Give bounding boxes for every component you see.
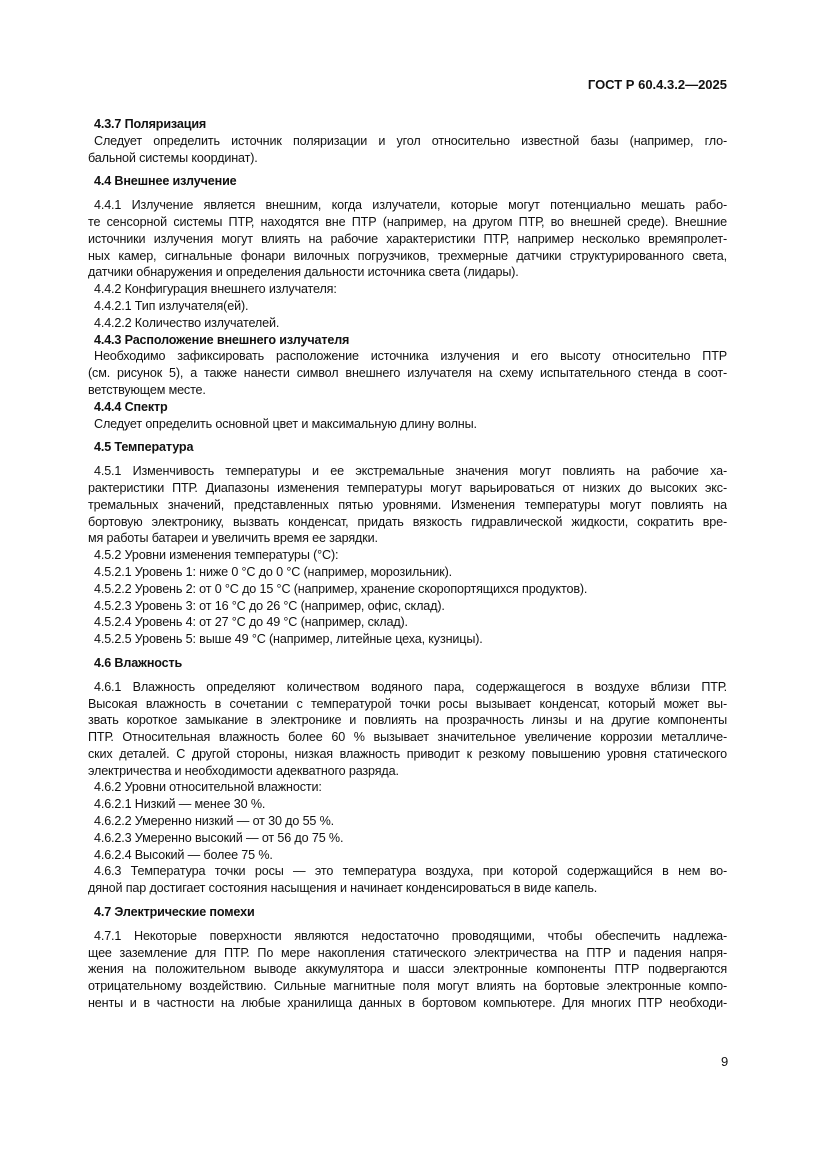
text-line: ненты и в частности на любые хранилища данных в бортовом компьютере. Для многих ПТР необходи-: [88, 996, 727, 1011]
paragraph: [88, 796, 727, 813]
text-line: те сенсорной системы ПТР, находятся вне ПТР (например, на другом ПТР, во внешней среде). Внешние: [88, 214, 727, 229]
text-line: 4.6.1 Влажность определяют количеством водяного пара, содержащегося в воздухе вблизи ПТР.: [94, 679, 727, 694]
paragraph: [88, 197, 727, 281]
text-line: 4.4 Внешнее излучение: [94, 174, 237, 189]
text-line: Высокая влажность в сочетании с температурой точки росы вызывает конденсат, который может вы-: [88, 696, 727, 711]
document-header-id: ГОСТ Р 60.4.3.2—2025: [587, 77, 727, 92]
paragraph: [88, 315, 727, 332]
text-line: 4.6.3 Температура точки росы — это температура воздуха, при которой содержащийся в нем во-: [94, 864, 727, 879]
paragraph: [88, 463, 727, 547]
subsection-heading: [88, 399, 727, 416]
text-line: отрицательному воздействию. Сильные магнитные поля могут влиять на бортовые электронные компо-: [88, 979, 727, 994]
text-line: 4.6.2.3 Умеренно высокий — от 56 до 75 %.: [94, 830, 344, 845]
text-line: (см. рисунок 5), а также нанести символ внешнего излучателя на схему испытательного стенда в соот-: [88, 366, 727, 381]
text-line: бальной системы координат).: [88, 150, 258, 165]
text-line: источники излучения могут влиять на рабочие характеристики ПТР, например несколько времяпролет-: [88, 231, 727, 246]
paragraph: [88, 547, 727, 564]
text-line: 4.6.2.1 Низкий — менее 30 %.: [94, 797, 266, 812]
subsection-heading: [88, 116, 727, 133]
text-line: 4.7.1 Некоторые поверхности являются недостаточно проводящими, чтобы обеспечить надлежа-: [94, 928, 727, 943]
text-line: 4.4.2.2 Количество излучателей.: [94, 315, 280, 330]
text-line: Следует определить основной цвет и максимальную длину волны.: [94, 416, 477, 431]
paragraph: [88, 863, 727, 897]
paragraph: [88, 679, 727, 780]
text-line: 4.4.3 Расположение внешнего излучателя: [94, 332, 350, 347]
text-line: 4.7 Электрические помехи: [94, 905, 255, 920]
text-line: датчики обнаружения и определения дальности источника света (лидары).: [88, 265, 519, 280]
document-body: [88, 116, 727, 1012]
paragraph: [88, 348, 727, 398]
text-line: 4.5.2.3 Уровень 3: от 16 °C до 26 °C (например, офис, склад).: [94, 598, 445, 613]
text-line: 4.6.2.4 Высокий — более 75 %.: [94, 847, 273, 862]
text-line: Следует определить источник поляризации и угол относительно известной базы (например, гло-: [94, 133, 727, 148]
text-line: ветствующем месте.: [88, 382, 206, 397]
text-line: 4.6.2 Уровни относительной влажности:: [94, 780, 322, 795]
text-line: бортовую электронику, вызвать конденсат, придать вязкость гидравлической жидкости, сократить вре-: [88, 514, 727, 529]
text-line: 4.4.2 Конфигурация внешнего излучателя:: [94, 282, 337, 297]
text-line: 4.4.4 Спектр: [94, 399, 168, 414]
text-line: Необходимо зафиксировать расположение источника излучения и его высоту относительно ПТР: [94, 349, 727, 364]
paragraph: [88, 133, 727, 167]
text-line: ских деталей. С другой стороны, низкая влажность приводит к резкому повышению уровня статического: [88, 746, 727, 761]
paragraph: [88, 813, 727, 830]
paragraph: [88, 830, 727, 847]
text-line: 4.5.2.1 Уровень 1: ниже 0 °C до 0 °C (например, морозильник).: [94, 564, 453, 579]
text-line: тремальных значений, представленных пятью уровнями. Изменения температуры могут повлиять на: [88, 497, 727, 512]
paragraph: [88, 779, 727, 796]
paragraph: [88, 581, 727, 598]
text-line: жения на положительном выводе аккумулятора и шасси электронные компоненты ПТР подвергаются: [88, 962, 727, 977]
paragraph: [88, 281, 727, 298]
paragraph: [88, 614, 727, 631]
paragraph: [88, 928, 727, 1012]
section-heading: [88, 439, 727, 456]
section-heading: [88, 173, 727, 190]
text-line: дяной пар достигает состояния насыщения и начинает конденсироваться в виде капель.: [88, 881, 598, 896]
text-line: электричества и необходимости адекватного разряда.: [88, 763, 399, 778]
paragraph: [88, 564, 727, 581]
text-line: 4.5.2.5 Уровень 5: выше 49 °C (например, литейные цеха, кузницы).: [94, 632, 483, 647]
text-line: ных камер, сигнальные фонари вилочных погрузчиков, трехмерные датчики структурированного света,: [88, 248, 727, 263]
subsection-heading: [88, 332, 727, 349]
paragraph: [88, 298, 727, 315]
text-line: 4.4.1 Излучение является внешним, когда излучатели, которые могут потенциально мешать рабо-: [94, 198, 727, 213]
page-number: 9: [721, 1054, 729, 1069]
text-line: 4.6 Влажность: [94, 655, 183, 670]
paragraph: [88, 416, 727, 433]
text-line: 4.5 Температура: [94, 440, 194, 455]
text-line: мя работы батареи и увеличить время ее зарядки.: [88, 531, 378, 546]
paragraph: [88, 631, 727, 648]
text-line: звать короткое замыкание в электронике и повлиять на прозрачность линзы и на другие компоненты: [88, 713, 727, 728]
section-heading: [88, 655, 727, 672]
text-line: 4.6.2.2 Умеренно низкий — от 30 до 55 %.: [94, 814, 335, 829]
text-line: 4.5.2 Уровни изменения температуры (°C):: [94, 548, 339, 563]
text-line: щее заземление для ПТР. По мере накопления статического электричества на ПТР и падения напря-: [88, 945, 727, 960]
text-line: 4.5.2.4 Уровень 4: от 27 °C до 49 °C (например, склад).: [94, 615, 408, 630]
paragraph: [88, 847, 727, 864]
paragraph: [88, 598, 727, 615]
text-line: 4.4.2.1 Тип излучателя(ей).: [94, 298, 249, 313]
text-line: ПТР. Относительная влажность более 60 % вызывает значительное увеличение коррозии металличе-: [88, 730, 727, 745]
text-line: рактеристики ПТР. Диапазоны изменения температуры могут варьироваться от низких до высоких экс-: [88, 480, 727, 495]
text-line: 4.5.1 Изменчивость температуры и ее экстремальные значения могут повлиять на рабочие ха-: [94, 464, 727, 479]
text-line: 4.3.7 Поляризация: [94, 117, 207, 131]
section-heading: [88, 904, 727, 921]
text-line: 4.5.2.2 Уровень 2: от 0 °C до 15 °C (например, хранение скоропортящихся продуктов).: [94, 581, 588, 596]
